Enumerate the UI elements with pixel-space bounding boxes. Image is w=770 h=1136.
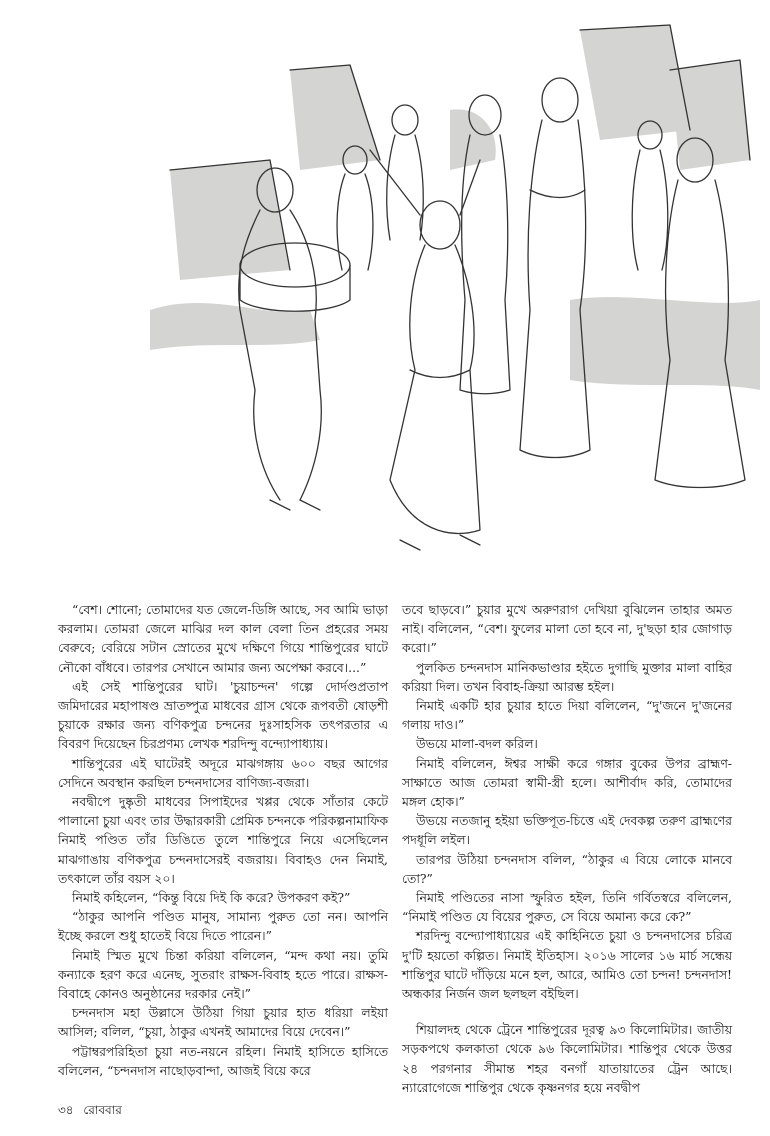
- article-column-left: [58, 600, 388, 1080]
- paragraph: উভয়ে নতজানু হইয়া ভক্তিপূত-চিত্তে এই দেবকল্প তরুণ ব্রাহ্মণের পদধূলি লইল।: [402, 813, 732, 848]
- paragraph: শিয়ালদহ থেকে ট্রেনে শান্তিপুরের দূরত্ব ৯৩ কিলোমিটার। জাতীয় সড়কপথে কলকাতা থেকে ৯৬ কিলোমিটার। শান্তিপুর থেকে উত্তর ২৪ পরগনার সীমান্ত শহর বনগাঁ যাতায়াতের ট্রেন আছে। ন্যারোগেজে শান্তিপুর থেকে কৃষ্ণনগর হয়ে নবদ্বীপ: [402, 1022, 732, 1095]
- magazine-name: রোববার: [83, 1103, 122, 1117]
- paragraph: উভয়ে মালা-বদল করিল।: [416, 736, 538, 752]
- paragraph: তারপর উঠিয়া চন্দনদাস বলিল, “ঠাকুর এ বিয়ে লোকে মানবে তো?”: [402, 851, 732, 886]
- paragraph: নিমাই স্মিত মুখে চিন্তা করিয়া বলিলেন, “মন্দ কথা নয়। তুমি কন্যাকে হরণ করে এনেছ, সুতরাং রাক্ষস-বিবাহ হতে পারে। রাক্ষস-বিবাহে কোনও অনুষ্ঠানের দরকার নেই।”: [58, 947, 388, 1002]
- paragraph: পট্টাম্বরপরিহিতা চুয়া নত-নয়নে রহিল। নিমাই হাসিতে হাসিতে বলিলেন, “চন্দনদাস নাছোড়বান্দা, আজই বিয়ে করে: [58, 1043, 388, 1078]
- paragraph: “বেশ। শোনো; তোমাদের যত জেলে-ডিঙ্গি আছে, সব আমি ভাড়া করলাম। তোমরা জেলে মাঝির দল কাল বেলা তিন প্রহরের সময় বেরুবে; বেরিয়ে সটান স্রোতের মুখে দক্ষিণে গিয়ে শান্তিপুরের ঘাটে নৌকো বাঁধবে। তারপর সেখানে আমার জন্য অপেক্ষা করবে।...”: [58, 602, 388, 675]
- paragraph: “ঠাকুর আপনি পণ্ডিত মানুষ, সামান্য পুরুত তো নন। আপনি ইচ্ছে করলে শুধু হাতেই বিয়ে দিতে পারেন।”: [58, 909, 388, 944]
- page-footer: [58, 1102, 128, 1122]
- paragraph: তবে ছাড়বে।” চুয়ার মুখে অরুণরাগ দেখিয়া বুঝিলেন তাহার অমত নাই। বলিলেন, “বেশ। ফুলের মালা তো হবে না, দু'ছড়া হার জোগাড় করো।”: [402, 602, 732, 656]
- paragraph: নিমাই একটি হার চুয়ার হাতে দিয়া বলিলেন, “দু'জনে দু'জনের গলায় দাও।”: [402, 698, 733, 733]
- paragraph: চন্দনদাস মহা উল্লাসে উঠিয়া গিয়া চুয়ার হাত ধরিয়া লইয়া আসিল; বলিল, “চুয়া, ঠাকুর এখনই আমাদের বিয়ে দেবেন।”: [58, 1005, 388, 1040]
- sketch-illustration-icon: [150, 10, 760, 570]
- paragraph: এই সেই শান্তিপুরের ঘাট। 'চুয়াচন্দন' গল্পে দোর্দণ্ডপ্রতাপ জমিদারের মহাপাষণ্ড ভ্রাতষ্পুত্র মাধবের গ্রাস থেকে রূপবতী ষোড়শী চুয়াকে রক্ষার জন্য বণিকপুত্র চন্দনের দুঃসাহসিক তৎপরতার এ বিবরণ দিয়েছেন চিরপ্রণম্য লেখক শরদিন্দু বন্দ্যোপাধ্যায়।: [58, 678, 388, 752]
- article-column-right: [402, 600, 732, 1097]
- paragraph: নিমাই পণ্ডিতের নাসা স্ফুরিত হইল, তিনি গর্বিতস্বরে বলিলেন, “নিমাই পণ্ডিত যে বিয়ের পুরুত, সে বিয়ে অমান্য করে কে?”: [402, 890, 732, 925]
- paragraph: পুলকিত চন্দনদাস মানিকভাণ্ডার হইতে দুগাছি মুক্তার মালা বাহির করিয়া দিল। তখন বিবাহ-ক্রিয়া আরম্ভ হইল।: [402, 659, 732, 694]
- page-number: ৩৪: [58, 1103, 74, 1117]
- paragraph: নবদ্বীপে দুষ্কৃতী মাধবের সিপাইদের খপ্পর থেকে সাঁতার কেটে পালানো চুয়া এবং তার উদ্ধারকারী প্রেমিক চন্দনকে পরিকল্পনামাফিক নিমাই পণ্ডিত তাঁর ডিঙিতে তুলে শান্তিপুরে নিয়ে এসেছিলেন মাঝগাঙায় বণিকপুত্র চন্দনদাসেরই বজরায়। বিবাহও দেন নিমাই, তৎকালে তাঁর বয়স ২০।: [58, 794, 388, 886]
- paragraph: নিমাই বলিলেন, ঈশ্বর সাক্ষী করে গঙ্গার বুকের উপর ব্রাহ্মণ-সাক্ষাতে আজ তোমরা স্বামী-স্ত্রী হলে। আশীর্বাদ করি, তোমাদের মঙ্গল হোক।”: [402, 755, 732, 810]
- paragraph: শান্তিপুরের এই ঘাটেরই অদূরে মাঝগঙ্গায় ৬০০ বছর আগের সেদিনে অবস্থান করছিল চন্দনদাসের বাণিজ্য-বজরা।: [58, 755, 388, 790]
- paragraph: নিমাই কহিলেন, “কিন্তু বিয়ে দিই কি করে? উপকরণ কই?”: [72, 890, 351, 906]
- paragraph: শরদিন্দু বন্দ্যোপাধ্যায়ের এই কাহিনিতে চুয়া ও চন্দনদাসের চরিত্র দু'টি হয়তো কল্পিত। নিমাই ইতিহাস। ২০১৬ সালের ১৬ মার্চ সন্ধেয় শান্তিপুর ঘাটে দাঁড়িয়ে মনে হল, আরে, আমিও তো চন্দন! চন্দনদাস! অন্ধকার নির্জন জল ছলছল বইছিল।: [402, 928, 732, 1002]
